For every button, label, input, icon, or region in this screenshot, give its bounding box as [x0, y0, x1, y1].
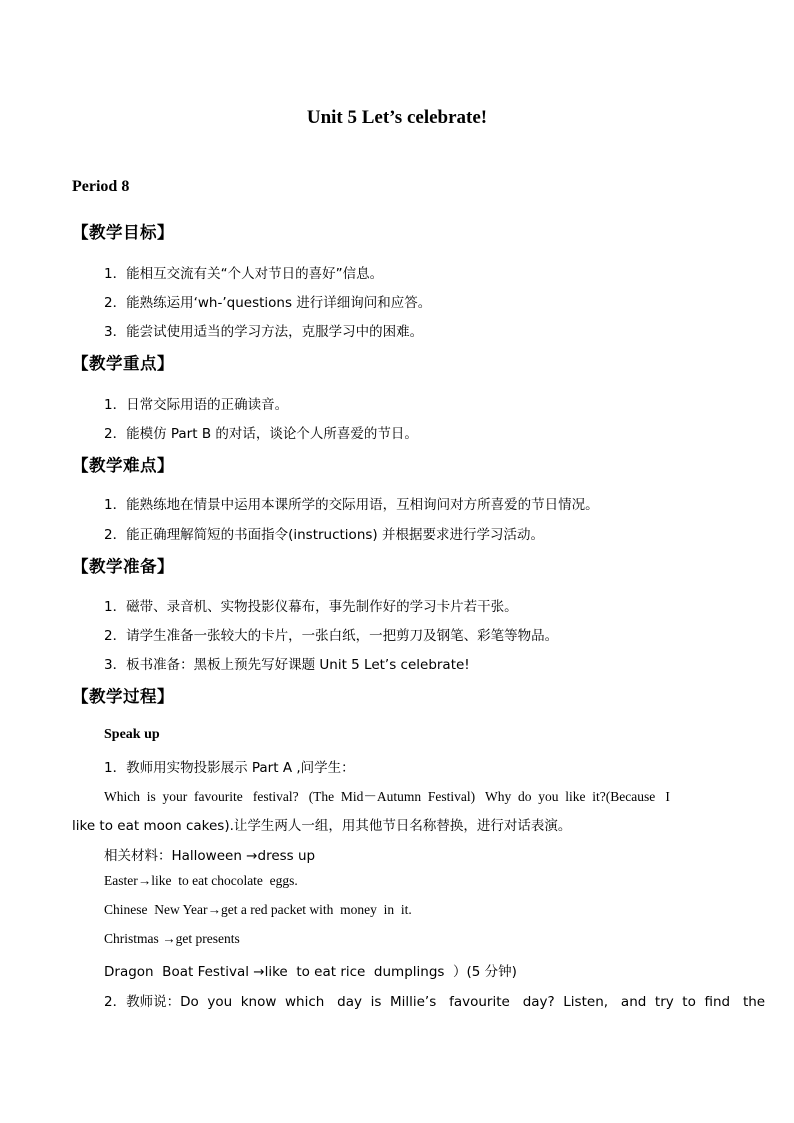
period-label: Period 8 — [72, 178, 130, 195]
preparation-item-1: 1．磁带、录音机、实物投影仪幕布，事先制作好的学习卡片若干张。 — [104, 599, 518, 615]
process-step-2: 2．教师说：Do you know which day is Millie’s favourite day? Listen, and try to find the — [104, 994, 766, 1010]
material-line-1: 相关材料：Halloween →dress up — [104, 848, 316, 864]
speak-up-subheading: Speak up — [104, 727, 160, 742]
objective-item-2: 2．能熟练运用‘wh-’questions 进行详细询问和应答。 — [104, 295, 432, 311]
material-line-5: Dragon Boat Festival →like to eat rice dumplings ）(5 分钟) — [104, 964, 517, 980]
process-paragraph-line-1: Which is your favourite festival? (The Mid－Autumn Festival) Why do you like it?(Because I — [104, 789, 670, 804]
material-line-4: Christmas →get presents — [104, 931, 240, 946]
heading-process: 【教学过程】 — [72, 687, 174, 706]
process-step-1: 1．教师用实物投影展示 Part A ,问学生： — [104, 760, 355, 776]
preparation-item-2: 2．请学生准备一张较大的卡片，一张白纸，一把剪刀及钢笔、彩笔等物品。 — [104, 628, 559, 644]
document-title: Unit 5 Let’s celebrate! — [306, 107, 488, 128]
preparation-item-3: 3．板书准备：黑板上预先写好课题 Unit 5 Let’s celebrate! — [104, 657, 470, 673]
heading-difficulties: 【教学难点】 — [72, 456, 174, 475]
difficulty-item-1: 1．能熟练地在情景中运用本课所学的交际用语，互相询问对方所喜爱的节日情况。 — [104, 497, 599, 513]
heading-key-points: 【教学重点】 — [72, 354, 174, 373]
difficulty-item-2: 2．能正确理解简短的书面指令(instructions) 并根据要求进行学习活动。 — [104, 527, 544, 543]
process-paragraph-line-2: like to eat moon cakes).让学生两人一组，用其他节日名称替换，进行对话表演。 — [72, 818, 572, 834]
heading-objectives: 【教学目标】 — [72, 223, 174, 242]
material-line-2: Easter→like to eat chocolate eggs. — [104, 873, 298, 888]
material-line-3: Chinese New Year→get a red packet with money in it. — [104, 902, 412, 917]
objective-item-3: 3．能尝试使用适当的学习方法，克服学习中的困难。 — [104, 324, 424, 340]
key-point-item-1: 1．日常交际用语的正确读音。 — [104, 397, 289, 413]
objective-item-1: 1．能相互交流有关“个人对节日的喜好”信息。 — [104, 266, 384, 282]
key-point-item-2: 2．能模仿 Part B 的对话，谈论个人所喜爱的节日。 — [104, 426, 418, 442]
heading-preparation: 【教学准备】 — [72, 557, 174, 576]
